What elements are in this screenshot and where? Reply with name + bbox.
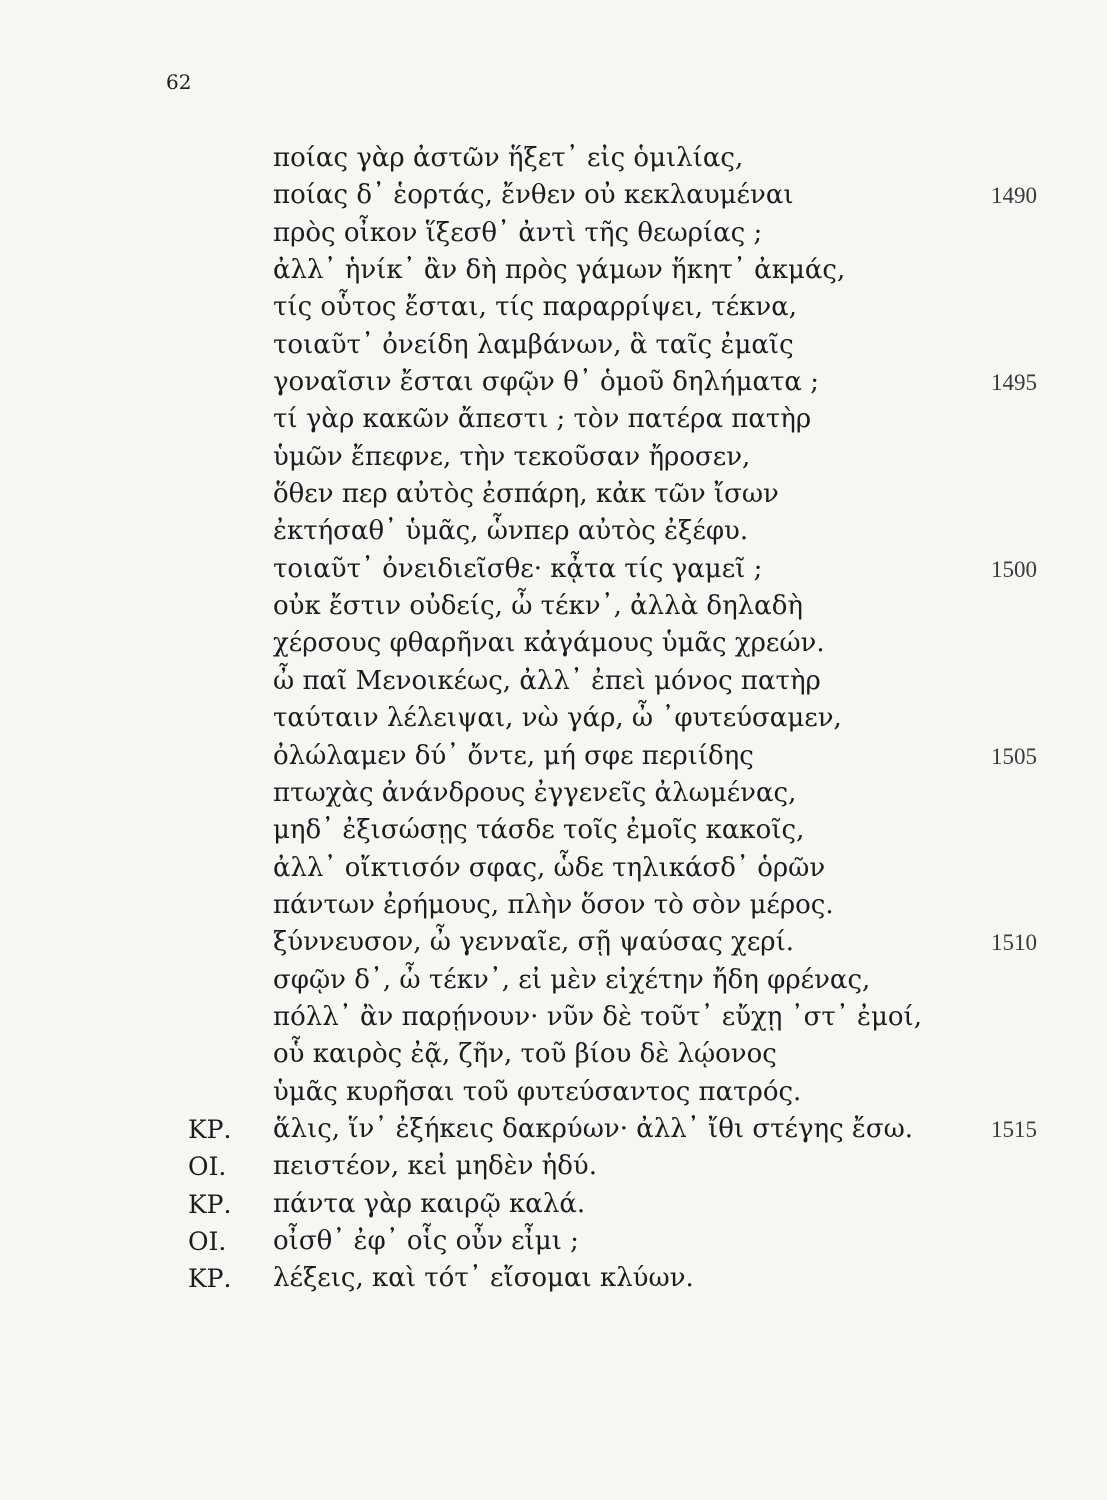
verse-line	[0, 1223, 1107, 1260]
verse-line	[0, 401, 1107, 438]
verse-line	[0, 962, 1107, 999]
verse-text: ὑμῶν ἔπεφνε, τὴν τεκοῦσαν ἤροσεν,	[273, 441, 751, 472]
verse-text: γοναῖσιν ἔσται σφῷν θ᾽ ὁμοῦ δηλήματα ;	[273, 367, 819, 398]
line-number: 1495	[991, 370, 1037, 396]
verse-block	[0, 140, 1107, 1298]
verse-line	[0, 663, 1107, 700]
verse-text: λέξεις, καὶ τότ᾽ εἴσομαι κλύων.	[273, 1263, 694, 1294]
verse-text: σφῷν δ᾽, ὦ τέκν᾽, εἰ μὲν εἰχέτην ἤδη φρένας,	[273, 964, 871, 995]
verse-line	[0, 887, 1107, 924]
verse-line	[0, 327, 1107, 364]
verse-line	[0, 551, 1107, 588]
speaker-label: ΚΡ.	[188, 1264, 232, 1294]
verse-line	[0, 1186, 1107, 1223]
verse-line	[0, 812, 1107, 849]
verse-line	[0, 177, 1107, 214]
verse-line	[0, 625, 1107, 662]
verse-line	[0, 924, 1107, 961]
verse-line	[0, 700, 1107, 737]
verse-line	[0, 1111, 1107, 1148]
verse-line	[0, 476, 1107, 513]
verse-line	[0, 1260, 1107, 1297]
speaker-label: ΟΙ.	[188, 1152, 227, 1182]
verse-text: πρὸς οἶκον ἵξεσθ᾽ ἀντὶ τῆς θεωρίας ;	[273, 217, 763, 248]
verse-text: τί γὰρ κακῶν ἄπεστι ; τὸν πατέρα πατὴρ	[273, 404, 812, 435]
verse-text: τίς οὗτος ἔσται, τίς παραρρίψει, τέκνα,	[273, 292, 798, 323]
verse-text: ξύννευσον, ὦ γενναῖε, σῇ ψαύσας χερί.	[273, 927, 795, 958]
speaker-label: ΚΡ.	[188, 1114, 232, 1144]
verse-text: ὅθεν περ αὐτὸς ἐσπάρη, κἀκ τῶν ἴσων	[273, 479, 779, 510]
verse-text: ποίας γὰρ ἀστῶν ἥξετ᾽ εἰς ὁμιλίας,	[273, 143, 744, 173]
verse-text: ἅλις, ἵν᾽ ἐξήκεις δακρύων· ἀλλ᾽ ἴθι στέγης ἔσω.	[273, 1113, 914, 1144]
speaker-label: ΚΡ.	[188, 1189, 232, 1219]
line-number: 1500	[991, 556, 1037, 582]
page-number: 62	[166, 70, 192, 94]
verse-text: ἀλλ᾽ οἴκτισόν σφας, ὧδε τηλικάσδ᾽ ὁρῶν	[273, 852, 826, 883]
verse-line	[0, 364, 1107, 401]
verse-text: τοιαῦτ᾽ ὀνειδιεῖσθε· κᾆτα τίς γαμεῖ ;	[273, 553, 763, 584]
verse-text: μηδ᾽ ἐξισώσῃς τάσδε τοῖς ἐμοῖς κακοῖς,	[273, 815, 805, 846]
verse-text: τοιαῦτ᾽ ὀνείδη λαμβάνων, ἃ ταῖς ἐμαῖς	[273, 329, 794, 360]
verse-text: ταύταιν λέλειψαι, νὼ γάρ, ὦ ᾽φυτεύσαμεν,	[273, 703, 842, 734]
verse-line	[0, 1074, 1107, 1111]
verse-line	[0, 439, 1107, 476]
verse-text: χέρσους φθαρῆναι κἀγάμους ὑμᾶς χρεών.	[273, 628, 825, 659]
speaker-label: ΟΙ.	[188, 1226, 227, 1256]
verse-line	[0, 850, 1107, 887]
verse-line	[0, 215, 1107, 252]
verse-text: ἐκτήσαθ᾽ ὑμᾶς, ὧνπερ αὐτὸς ἐξέφυ.	[273, 516, 749, 547]
verse-line	[0, 775, 1107, 812]
verse-text: ὀλώλαμεν δύ᾽ ὄντε, μή σφε περιίδης	[273, 740, 754, 771]
verse-text: πόλλ᾽ ἂν παρῄνουν· νῦν δὲ τοῦτ᾽ εὔχῃ ᾽στ᾽ ἐμοί,	[273, 1001, 922, 1032]
verse-text: ποίας δ᾽ ἑορτάς, ἔνθεν οὐ κεκλαυμέναι	[273, 180, 794, 211]
verse-line	[0, 588, 1107, 625]
verse-text: πτωχὰς ἀνάνδρους ἐγγενεῖς ἀλωμένας,	[273, 777, 797, 808]
verse-text: ὑμᾶς κυρῆσαι τοῦ φυτεύσαντος πατρός.	[273, 1076, 802, 1107]
verse-text: πάντα γὰρ καιρῷ καλά.	[273, 1188, 586, 1219]
verse-text: οἶσθ᾽ ἐφ᾽ οἷς οὖν εἶμι ;	[273, 1225, 579, 1256]
verse-line	[0, 1036, 1107, 1073]
verse-text: πάντων ἐρήμους, πλὴν ὅσον τὸ σὸν μέρος.	[273, 889, 834, 920]
verse-text: ἀλλ᾽ ἡνίκ᾽ ἂν δὴ πρὸς γάμων ἥκητ᾽ ἀκμάς,	[273, 255, 846, 286]
verse-text: πειστέον, κεἰ μηδὲν ἡδύ.	[273, 1151, 597, 1182]
verse-text: οὐκ ἔστιν οὐδείς, ὦ τέκν᾽, ἀλλὰ δηλαδὴ	[273, 591, 803, 622]
verse-line	[0, 140, 1107, 177]
verse-line	[0, 513, 1107, 550]
verse-line	[0, 1148, 1107, 1185]
verse-line	[0, 252, 1107, 289]
verse-text: ὦ παῖ Μενοικέως, ἀλλ᾽ ἐπεὶ μόνος πατὴρ	[273, 665, 821, 696]
verse-line	[0, 289, 1107, 326]
verse-line	[0, 738, 1107, 775]
line-number: 1505	[991, 743, 1037, 769]
verse-text: οὗ καιρὸς ἐᾷ, ζῆν, τοῦ βίου δὲ λῴονος	[273, 1039, 777, 1070]
line-number: 1510	[991, 930, 1037, 956]
line-number: 1515	[991, 1116, 1037, 1142]
verse-line	[0, 999, 1107, 1036]
line-number: 1490	[991, 183, 1037, 209]
